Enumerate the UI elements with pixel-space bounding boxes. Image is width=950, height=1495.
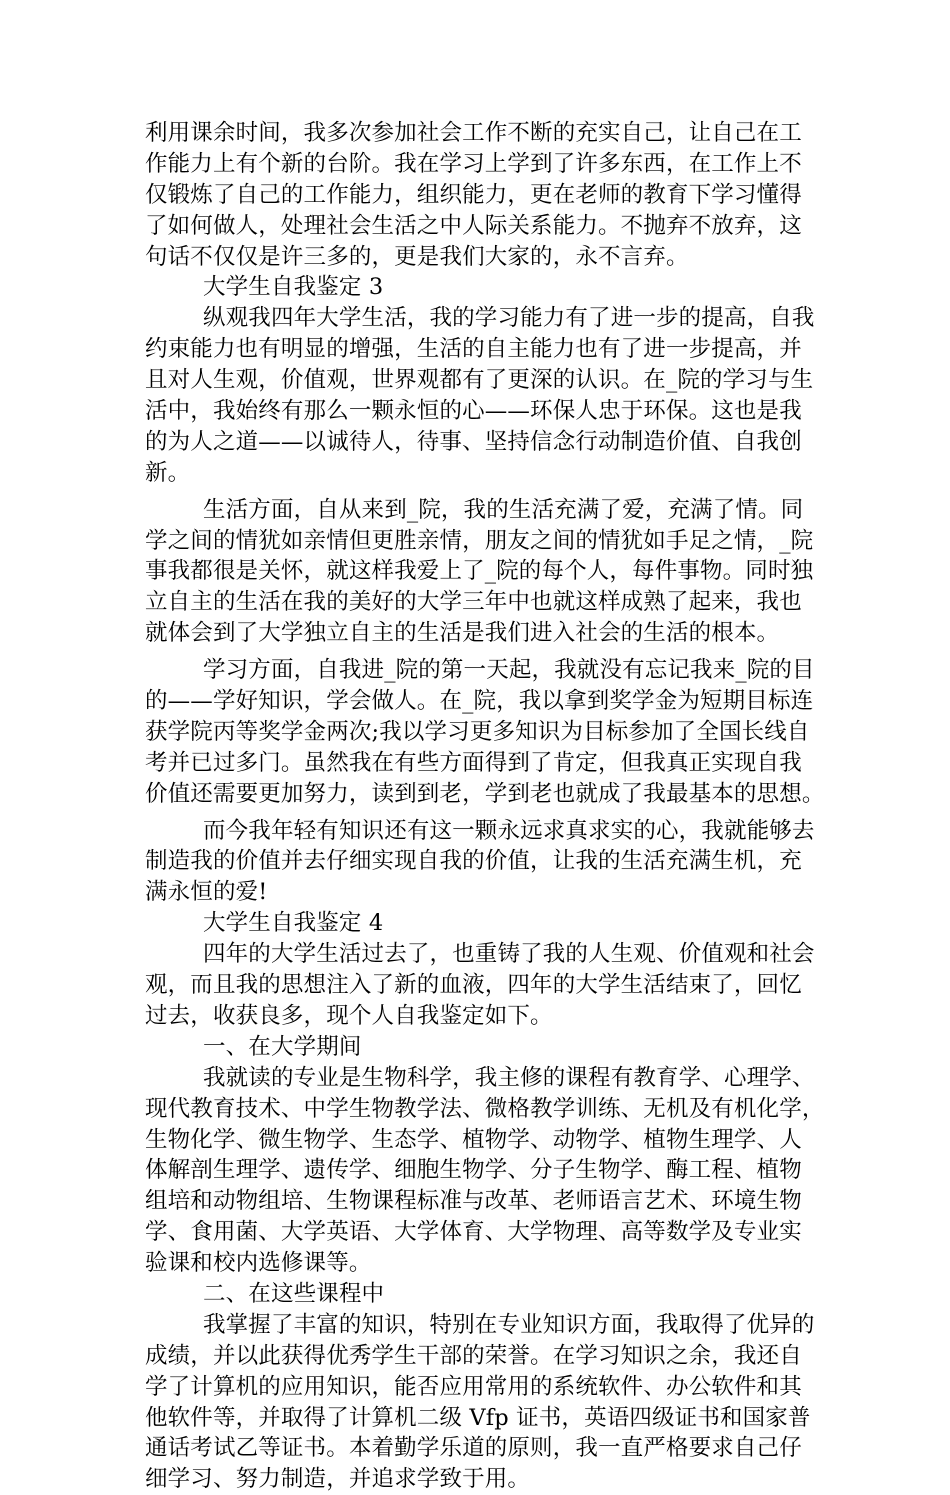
text-line: 制造我的价值并去仔细实现自我的价值，让我的生活充满生机，充 bbox=[145, 848, 802, 875]
text-line: 现代教育技术、中学生物教学法、微格教学训练、无机及有机化学， bbox=[145, 1095, 825, 1122]
text-line: 组培和动物组培、生物课程标准与改革、老师语言艺术、环境生物 bbox=[145, 1188, 802, 1215]
text-line: 获学院丙等奖学金两次;我以学习更多知识为目标参加了全国长线自 bbox=[145, 718, 810, 745]
text-line: 利用课余时间，我多次参加社会工作不断的充实自己，让自己在工 bbox=[145, 120, 802, 146]
text-line: 他软件等，并取得了计算机二级 Vfp 证书，英语四级证书和国家普 bbox=[145, 1404, 811, 1431]
text-line: 成绩，并以此获得优秀学生干部的荣誉。在学习知识之余，我还自 bbox=[145, 1342, 802, 1369]
text-line: 生活方面，自从来到_院，我的生活充满了爱，充满了情。同 bbox=[203, 496, 804, 523]
text-line: 纵观我四年大学生活，我的学习能力有了进一步的提高，自我 bbox=[203, 305, 815, 332]
document-body bbox=[145, 118, 825, 1495]
text-line: 四年的大学生活过去了，也重铸了我的人生观、价值观和社会 bbox=[203, 941, 815, 968]
text-line: 学、食用菌、大学英语、大学体育、大学物理、高等数学及专业实 bbox=[145, 1219, 802, 1246]
text-line: 立自主的生活在我的美好的大学三年中也就这样成熟了起来，我也 bbox=[145, 589, 802, 616]
text-line: 而今我年轻有知识还有这一颗永远求真求实的心，我就能够去 bbox=[203, 817, 815, 844]
text-line: 生物化学、微生物学、生态学、植物学、动物学、植物生理学、人 bbox=[145, 1126, 802, 1153]
text-line: 考并已过多门。虽然我在有些方面得到了肯定，但我真正实现自我 bbox=[145, 749, 802, 776]
text-line: 一、在大学期间 bbox=[203, 1033, 362, 1060]
text-line: 满永恒的爱! bbox=[145, 879, 268, 906]
text-line: 作能力上有个新的台阶。我在学习上学到了许多东西，在工作上不 bbox=[145, 150, 802, 177]
text-line: 大学生自我鉴定 4 bbox=[203, 910, 384, 937]
text-line: 体解剖生理学、遗传学、细胞生物学、分子生物学、酶工程、植物 bbox=[145, 1157, 802, 1184]
text-line: 活中，我始终有那么一颗永恒的心——环保人忠于环保。这也是我 bbox=[145, 398, 802, 425]
text-line: 我就读的专业是生物科学，我主修的课程有教育学、心理学、 bbox=[203, 1064, 815, 1091]
text-line: 细学习、努力制造，并追求学致于用。 bbox=[145, 1466, 531, 1493]
text-line: 过去，收获良多，现个人自我鉴定如下。 bbox=[145, 1002, 553, 1029]
text-line: 事我都很是关怀，就这样我爱上了_院的每个人，每件事物。同时独 bbox=[145, 558, 814, 585]
text-line: 了如何做人，处理社会生活之中人际关系能力。不抛弃不放弃，这 bbox=[145, 212, 802, 239]
text-line: 二、在这些课程中 bbox=[203, 1280, 385, 1307]
text-line: 句话不仅仅是许三多的，更是我们大家的，永不言弃。 bbox=[145, 243, 689, 270]
text-line: 且对人生观，价值观，世界观都有了更深的认识。在_院的学习与生 bbox=[145, 367, 814, 394]
text-line: 学习方面，自我进_院的第一天起，我就没有忘记我来_院的目 bbox=[203, 657, 815, 684]
text-line: 观，而且我的思想注入了新的血液，四年的大学生活结束了，回忆 bbox=[145, 972, 802, 999]
text-line: 我掌握了丰富的知识，特别在专业知识方面，我取得了优异的 bbox=[203, 1311, 815, 1338]
text-line: 验课和校内选修课等。 bbox=[145, 1250, 372, 1277]
text-line: 价值还需要更加努力，读到到老，学到老也就成了我最基本的思想。 bbox=[145, 780, 825, 807]
text-line: 大学生自我鉴定 3 bbox=[203, 274, 384, 301]
text-line: 学之间的情犹如亲情但更胜亲情，朋友之间的情犹如手足之情，_院 bbox=[145, 527, 814, 554]
text-line: 仅锻炼了自己的工作能力，组织能力，更在老师的教育下学习懂得 bbox=[145, 181, 802, 208]
text-line: 的为人之道——以诚待人，待事、坚持信念行动制造价值、自我创 bbox=[145, 428, 802, 455]
text-line: 的——学好知识，学会做人。在_院，我以拿到奖学金为短期目标连 bbox=[145, 688, 814, 715]
text-line: 通话考试乙等证书。本着勤学乐道的原则，我一直严格要求自己仔 bbox=[145, 1435, 802, 1462]
text-line: 新。 bbox=[145, 459, 191, 486]
text-line: 约束能力也有明显的增强，生活的自主能力也有了进一步提高，并 bbox=[145, 336, 802, 363]
text-line: 就体会到了大学独立自主的生活是我们进入社会的生活的根本。 bbox=[145, 620, 780, 647]
text-line: 学了计算机的应用知识，能否应用常用的系统软件、办公软件和其 bbox=[145, 1373, 802, 1400]
